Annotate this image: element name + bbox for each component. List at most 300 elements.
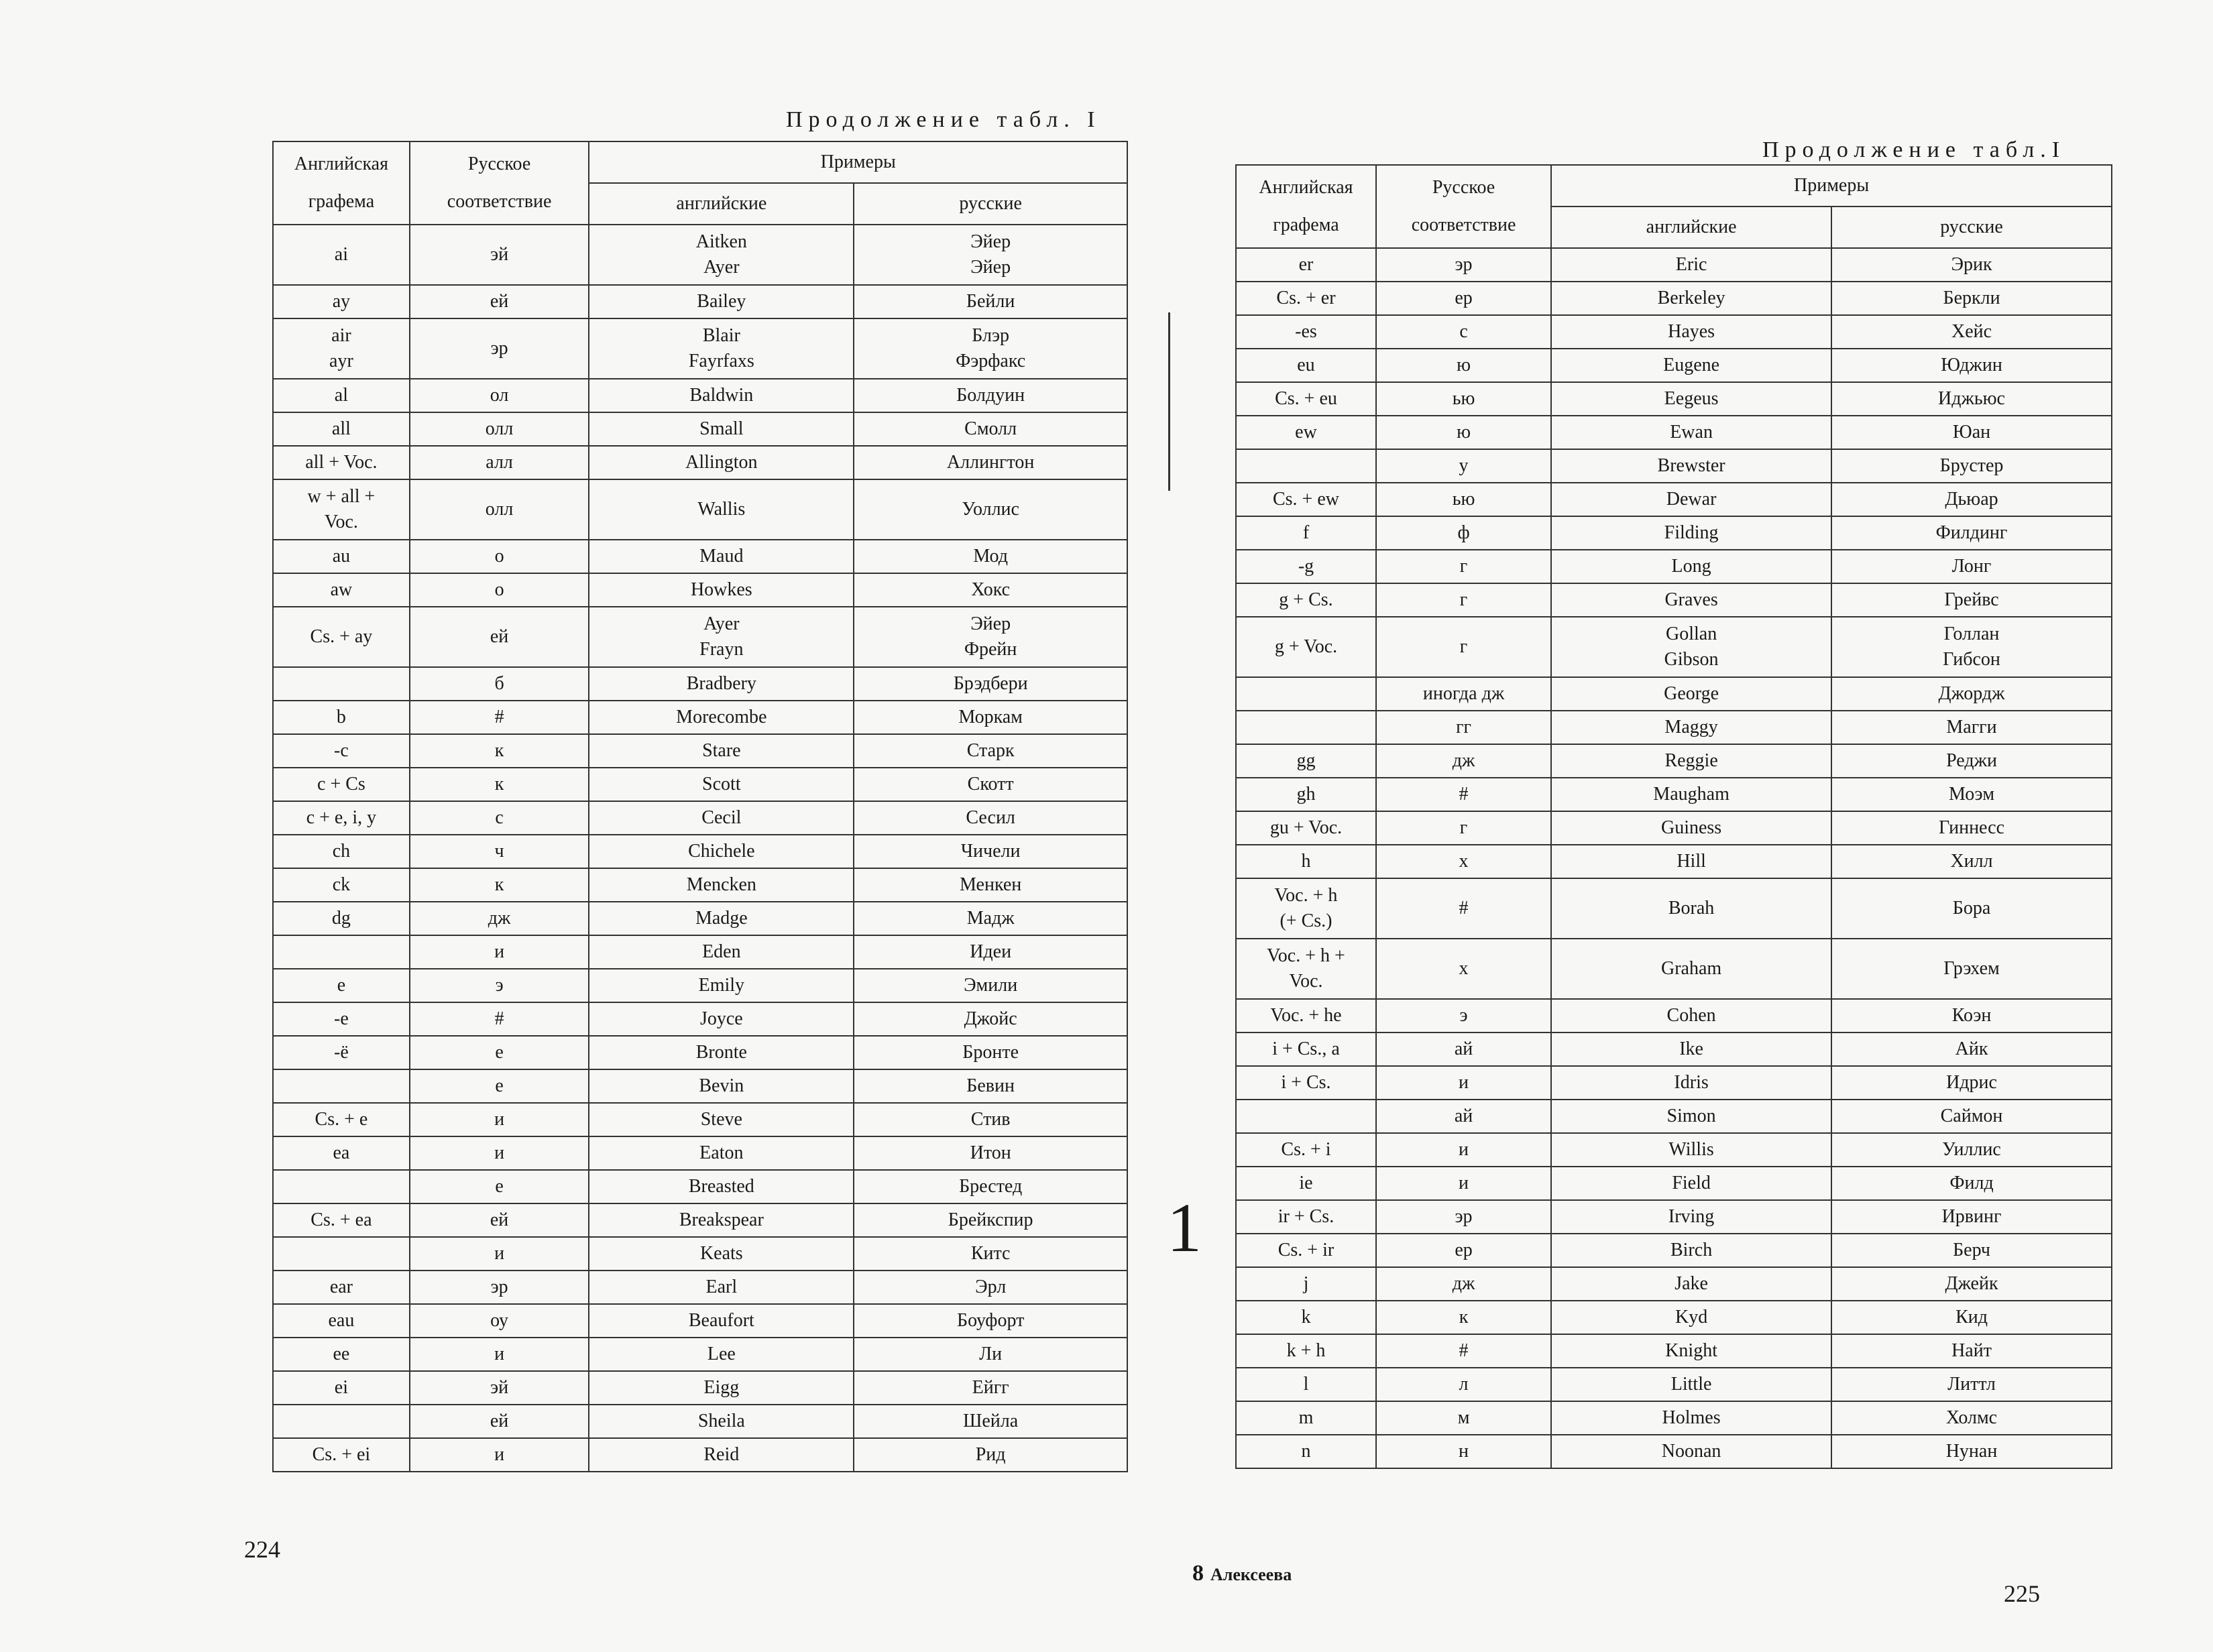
english-example-cell: Kyd [1551, 1301, 1831, 1334]
english-example-cell: Guiness [1551, 811, 1831, 845]
grapheme-cell: air ayr [273, 318, 410, 379]
russian-cell: ью [1376, 483, 1551, 516]
grapheme-cell: au [273, 540, 410, 573]
grapheme-cell: e [273, 969, 410, 1002]
russian-cell: ч [410, 835, 589, 868]
continuation-title: Продолжение табл.I [1762, 137, 2066, 162]
russian-example-cell: Ейгг [854, 1371, 1127, 1405]
russian-example-cell: Литтл [1831, 1368, 2112, 1401]
grapheme-cell: ck [273, 868, 410, 902]
english-example-cell: Noonan [1551, 1435, 1831, 1468]
russian-example-cell: Реджи [1831, 744, 2112, 778]
russian-example-cell: Найт [1831, 1334, 2112, 1368]
grapheme-cell [273, 935, 410, 969]
russian-example-cell: Сесил [854, 801, 1127, 835]
russian-cell: олл [410, 479, 589, 540]
grapheme-cell: g + Cs. [1236, 583, 1376, 617]
grapheme-cell: k [1236, 1301, 1376, 1334]
grapheme-cell: i + Cs., a [1236, 1032, 1376, 1066]
russian-cell: ей [410, 607, 589, 667]
english-example-cell: Brewster [1551, 449, 1831, 483]
russian-cell: эр [1376, 248, 1551, 282]
header-russian-examples: русские [1831, 206, 2112, 248]
russian-example-cell: Скотт [854, 768, 1127, 801]
russian-example-cell: Аллингтон [854, 446, 1127, 479]
grapheme-cell: l [1236, 1368, 1376, 1401]
russian-example-cell: Старк [854, 734, 1127, 768]
grapheme-cell: ear [273, 1271, 410, 1304]
russian-cell: л [1376, 1368, 1551, 1401]
russian-cell: ай [1376, 1100, 1551, 1133]
english-example-cell: Keats [589, 1237, 854, 1271]
russian-example-cell: Юджин [1831, 349, 2112, 382]
table-row [1236, 1200, 2112, 1234]
grapheme-cell: ch [273, 835, 410, 868]
russian-example-cell: Менкен [854, 868, 1127, 902]
table-row [1236, 483, 2112, 516]
grapheme-cell: ei [273, 1371, 410, 1405]
header-russian: Русское соответствие [410, 141, 589, 225]
russian-example-cell: Уоллис [854, 479, 1127, 540]
table-row [1236, 617, 2112, 677]
russian-cell: г [1376, 550, 1551, 583]
right-page [1140, 0, 2213, 1652]
table-row [1236, 811, 2112, 845]
english-example-cell: Stare [589, 734, 854, 768]
grapheme-cell: eu [1236, 349, 1376, 382]
russian-example-cell: Чичели [854, 835, 1127, 868]
table-row [1236, 349, 2112, 382]
russian-cell: и [410, 1103, 589, 1136]
russian-example-cell: Мод [854, 540, 1127, 573]
table-row [273, 768, 1127, 801]
russian-cell: о [410, 573, 589, 607]
english-example-cell: Eugene [1551, 349, 1831, 382]
russian-cell: е [410, 1036, 589, 1069]
english-example-cell: Little [1551, 1368, 1831, 1401]
russian-cell: алл [410, 446, 589, 479]
english-example-cell: Simon [1551, 1100, 1831, 1133]
grapheme-cell: er [1236, 248, 1376, 282]
english-example-cell: Eric [1551, 248, 1831, 282]
russian-example-cell: Бевин [854, 1069, 1127, 1103]
russian-example-cell: Брестед [854, 1170, 1127, 1203]
grapheme-cell: gg [1236, 744, 1376, 778]
russian-example-cell: Брэдбери [854, 667, 1127, 701]
grapheme-cell [273, 1405, 410, 1438]
russian-example-cell: Лонг [1831, 550, 2112, 583]
table-row [1236, 1334, 2112, 1368]
table-row [1236, 1401, 2112, 1435]
russian-cell: эр [410, 318, 589, 379]
table-row [273, 1405, 1127, 1438]
table-row [273, 1136, 1127, 1170]
russian-cell: ф [1376, 516, 1551, 550]
table-row [1236, 878, 2112, 939]
russian-cell: к [410, 734, 589, 768]
russian-cell: с [410, 801, 589, 835]
russian-cell: э [410, 969, 589, 1002]
header-grapheme: Английская графема [1236, 165, 1376, 248]
russian-example-cell: Итон [854, 1136, 1127, 1170]
table-row [273, 479, 1127, 540]
english-example-cell: Idris [1551, 1066, 1831, 1100]
russian-example-cell: Джойс [854, 1002, 1127, 1036]
table-row [1236, 1435, 2112, 1468]
table-row [1236, 744, 2112, 778]
russian-cell: ер [1376, 1234, 1551, 1267]
table-row [1236, 1301, 2112, 1334]
grapheme-cell: ea [273, 1136, 410, 1170]
russian-cell: е [410, 1069, 589, 1103]
english-example-cell: Morecombe [589, 701, 854, 734]
english-example-cell: Dewar [1551, 483, 1831, 516]
russian-example-cell: Эйер Эйер [854, 225, 1127, 285]
english-example-cell: Chichele [589, 835, 854, 868]
table-row [1236, 315, 2112, 349]
table-row [273, 1069, 1127, 1103]
russian-cell: н [1376, 1435, 1551, 1468]
russian-cell: эр [410, 1271, 589, 1304]
grapheme-table-left [272, 141, 1128, 1472]
english-example-cell: Aitken Ayer [589, 225, 854, 285]
table-row [1236, 382, 2112, 416]
russian-cell: дж [410, 902, 589, 935]
english-example-cell: Breakspear [589, 1203, 854, 1237]
russian-cell: е [410, 1170, 589, 1203]
russian-cell: б [410, 667, 589, 701]
russian-cell: и [410, 1338, 589, 1371]
russian-cell: и [410, 935, 589, 969]
russian-example-cell: Рид [854, 1438, 1127, 1472]
english-example-cell: Howkes [589, 573, 854, 607]
table-row [1236, 282, 2112, 315]
russian-cell: # [410, 701, 589, 734]
table-row [1236, 1100, 2112, 1133]
english-example-cell: Emily [589, 969, 854, 1002]
russian-cell: ей [410, 1405, 589, 1438]
russian-example-cell: Филдинг [1831, 516, 2112, 550]
russian-cell: у [1376, 449, 1551, 483]
russian-example-cell: Голлан Гибсон [1831, 617, 2112, 677]
grapheme-cell [273, 1069, 410, 1103]
russian-cell: и [1376, 1133, 1551, 1167]
russian-cell: ью [1376, 382, 1551, 416]
table-row [273, 701, 1127, 734]
table-row [273, 1036, 1127, 1069]
russian-example-cell: Боуфорт [854, 1304, 1127, 1338]
grapheme-cell: j [1236, 1267, 1376, 1301]
russian-example-cell: Берч [1831, 1234, 2112, 1267]
russian-example-cell: Беркли [1831, 282, 2112, 315]
grapheme-cell: m [1236, 1401, 1376, 1435]
russian-example-cell: Хокс [854, 573, 1127, 607]
english-example-cell: Ayer Frayn [589, 607, 854, 667]
russian-cell: # [1376, 778, 1551, 811]
table-row [273, 667, 1127, 701]
table-row [273, 607, 1127, 667]
table-row [273, 801, 1127, 835]
russian-example-cell: Болдуин [854, 379, 1127, 412]
table-row [1236, 1167, 2112, 1200]
grapheme-cell: -e [273, 1002, 410, 1036]
table-row [1236, 939, 2112, 999]
russian-cell: ол [410, 379, 589, 412]
russian-example-cell: Бронте [854, 1036, 1127, 1069]
english-example-cell: Irving [1551, 1200, 1831, 1234]
russian-example-cell: Ирвинг [1831, 1200, 2112, 1234]
table-row [273, 734, 1127, 768]
russian-example-cell: Стив [854, 1103, 1127, 1136]
grapheme-table-right [1235, 164, 2112, 1469]
table-row [1236, 999, 2112, 1032]
grapheme-cell [1236, 711, 1376, 744]
english-example-cell: Allington [589, 446, 854, 479]
russian-example-cell: Брустер [1831, 449, 2112, 483]
grapheme-cell: w + all + Voc. [273, 479, 410, 540]
grapheme-cell: all + Voc. [273, 446, 410, 479]
english-example-cell: Joyce [589, 1002, 854, 1036]
english-example-cell: Gollan Gibson [1551, 617, 1831, 677]
russian-cell: и [1376, 1066, 1551, 1100]
grapheme-cell: aw [273, 573, 410, 607]
russian-example-cell: Смолл [854, 412, 1127, 446]
grapheme-cell: c + Cs [273, 768, 410, 801]
grapheme-cell [1236, 677, 1376, 711]
table-row [273, 573, 1127, 607]
russian-cell: # [1376, 1334, 1551, 1368]
table-row [1236, 778, 2112, 811]
english-example-cell: Steve [589, 1103, 854, 1136]
russian-cell: ю [1376, 416, 1551, 449]
table-row [273, 1304, 1127, 1338]
english-example-cell: Bailey [589, 285, 854, 318]
russian-example-cell: Идрис [1831, 1066, 2112, 1100]
table-row [273, 412, 1127, 446]
russian-example-cell: Грейвс [1831, 583, 2112, 617]
english-example-cell: Earl [589, 1271, 854, 1304]
grapheme-cell: ir + Cs. [1236, 1200, 1376, 1234]
english-example-cell: Sheila [589, 1405, 854, 1438]
russian-example-cell: Шейла [854, 1405, 1127, 1438]
russian-cell: гг [1376, 711, 1551, 744]
english-example-cell: Borah [1551, 878, 1831, 939]
english-example-cell: Blair Fayrfaxs [589, 318, 854, 379]
english-example-cell: Birch [1551, 1234, 1831, 1267]
grapheme-cell: Cs. + eu [1236, 382, 1376, 416]
russian-cell: ей [410, 1203, 589, 1237]
grapheme-cell: ai [273, 225, 410, 285]
grapheme-cell [1236, 449, 1376, 483]
table-row [273, 446, 1127, 479]
english-example-cell: Reggie [1551, 744, 1831, 778]
english-example-cell: Cohen [1551, 999, 1831, 1032]
english-example-cell: Breasted [589, 1170, 854, 1203]
grapheme-cell: Cs. + ea [273, 1203, 410, 1237]
grapheme-cell: ay [273, 285, 410, 318]
grapheme-cell: ie [1236, 1167, 1376, 1200]
russian-example-cell: Ли [854, 1338, 1127, 1371]
english-example-cell: Reid [589, 1438, 854, 1472]
russian-example-cell: Гиннесс [1831, 811, 2112, 845]
table-row [1236, 1133, 2112, 1167]
russian-cell: г [1376, 811, 1551, 845]
english-example-cell: Eegeus [1551, 382, 1831, 416]
grapheme-cell: i + Cs. [1236, 1066, 1376, 1100]
grapheme-cell: dg [273, 902, 410, 935]
russian-cell: к [410, 868, 589, 902]
russian-example-cell: Эйер Фрейн [854, 607, 1127, 667]
russian-example-cell: Магги [1831, 711, 2112, 744]
header-english: английские [1551, 206, 1831, 248]
russian-example-cell: Китс [854, 1237, 1127, 1271]
russian-example-cell: Мадж [854, 902, 1127, 935]
table-row [1236, 1234, 2112, 1267]
table-row [273, 225, 1127, 285]
russian-cell: ер [1376, 282, 1551, 315]
table-row [273, 1237, 1127, 1271]
english-example-cell: Beaufort [589, 1304, 854, 1338]
russian-example-cell: Эмили [854, 969, 1127, 1002]
header-examples: Примеры [1551, 165, 2112, 206]
russian-cell: х [1376, 845, 1551, 878]
english-example-cell: Bradbery [589, 667, 854, 701]
russian-cell: х [1376, 939, 1551, 999]
continuation-title: Продолжение табл. I [786, 107, 1101, 132]
table-row [273, 1338, 1127, 1371]
table-row [273, 1203, 1127, 1237]
russian-example-cell: Блэр Фэрфакс [854, 318, 1127, 379]
russian-cell: эр [1376, 1200, 1551, 1234]
english-example-cell: George [1551, 677, 1831, 711]
grapheme-cell: gu + Voc. [1236, 811, 1376, 845]
table-row [273, 1371, 1127, 1405]
russian-cell: м [1376, 1401, 1551, 1435]
table-row [273, 902, 1127, 935]
russian-cell: э [1376, 999, 1551, 1032]
russian-example-cell: Эрл [854, 1271, 1127, 1304]
russian-example-cell: Уиллис [1831, 1133, 2112, 1167]
header-grapheme: Английская графема [273, 141, 410, 225]
grapheme-cell [273, 1170, 410, 1203]
russian-cell: к [410, 768, 589, 801]
english-example-cell: Madge [589, 902, 854, 935]
russian-cell: эй [410, 1371, 589, 1405]
grapheme-cell: h [1236, 845, 1376, 878]
russian-example-cell: Иджьюс [1831, 382, 2112, 416]
table-row [273, 1271, 1127, 1304]
english-example-cell: Hayes [1551, 315, 1831, 349]
grapheme-cell: al [273, 379, 410, 412]
english-example-cell: Field [1551, 1167, 1831, 1200]
russian-cell: г [1376, 617, 1551, 677]
table-row [1236, 845, 2112, 878]
russian-example-cell: Юан [1831, 416, 2112, 449]
russian-example-cell: Нунан [1831, 1435, 2112, 1468]
table-row [1236, 248, 2112, 282]
russian-example-cell: Саймон [1831, 1100, 2112, 1133]
russian-cell: # [410, 1002, 589, 1036]
table-row [1236, 516, 2112, 550]
russian-cell: # [1376, 878, 1551, 939]
grapheme-cell: Voc. + h (+ Cs.) [1236, 878, 1376, 939]
table-row [1236, 583, 2112, 617]
table-row [1236, 1267, 2112, 1301]
russian-cell: о [410, 540, 589, 573]
grapheme-cell: ee [273, 1338, 410, 1371]
russian-example-cell: Моэм [1831, 778, 2112, 811]
russian-example-cell: Холмс [1831, 1401, 2112, 1435]
russian-example-cell: Джейк [1831, 1267, 2112, 1301]
english-example-cell: Ewan [1551, 416, 1831, 449]
grapheme-cell: -g [1236, 550, 1376, 583]
english-example-cell: Eden [589, 935, 854, 969]
table-row [1236, 550, 2112, 583]
russian-cell: ай [1376, 1032, 1551, 1066]
page-number-left: 224 [244, 1536, 280, 1563]
page-number-right: 225 [2004, 1580, 2040, 1607]
russian-example-cell: Джордж [1831, 677, 2112, 711]
english-example-cell: Ike [1551, 1032, 1831, 1066]
grapheme-cell: eau [273, 1304, 410, 1338]
grapheme-cell: Cs. + ay [273, 607, 410, 667]
table-row [273, 379, 1127, 412]
table-row [1236, 1032, 2112, 1066]
russian-cell: дж [1376, 1267, 1551, 1301]
english-example-cell: Baldwin [589, 379, 854, 412]
grapheme-cell: -es [1236, 315, 1376, 349]
english-example-cell: Maggy [1551, 711, 1831, 744]
english-example-cell: Hill [1551, 845, 1831, 878]
grapheme-cell: Voc. + h + Voc. [1236, 939, 1376, 999]
english-example-cell: Filding [1551, 516, 1831, 550]
english-example-cell: Scott [589, 768, 854, 801]
grapheme-cell: c + e, i, y [273, 801, 410, 835]
russian-example-cell: Грэхем [1831, 939, 2112, 999]
english-example-cell: Maugham [1551, 778, 1831, 811]
russian-cell: олл [410, 412, 589, 446]
table-row [1236, 449, 2112, 483]
english-example-cell: Bronte [589, 1036, 854, 1069]
header-english: английские [589, 183, 854, 225]
russian-example-cell: Филд [1831, 1167, 2112, 1200]
russian-example-cell: Дьюар [1831, 483, 2112, 516]
table-row [273, 1170, 1127, 1203]
table-row [273, 1002, 1127, 1036]
large-numeral: 1 [1167, 1189, 1202, 1266]
russian-example-cell: Бора [1831, 878, 2112, 939]
russian-example-cell: Кид [1831, 1301, 2112, 1334]
russian-example-cell: Бейли [854, 285, 1127, 318]
english-example-cell: Jake [1551, 1267, 1831, 1301]
table-row [1236, 1368, 2112, 1401]
grapheme-cell [1236, 1100, 1376, 1133]
russian-cell: иногда дж [1376, 677, 1551, 711]
table-row [1236, 1066, 2112, 1100]
russian-cell: ей [410, 285, 589, 318]
english-example-cell: Graves [1551, 583, 1831, 617]
russian-cell: с [1376, 315, 1551, 349]
grapheme-cell: Cs. + ir [1236, 1234, 1376, 1267]
grapheme-cell: Cs. + i [1236, 1133, 1376, 1167]
signature-name: Алексеева [1210, 1565, 1292, 1584]
english-example-cell: Long [1551, 550, 1831, 583]
russian-example-cell: Хейс [1831, 315, 2112, 349]
grapheme-cell: g + Voc. [1236, 617, 1376, 677]
grapheme-cell: Cs. + e [273, 1103, 410, 1136]
table-row [273, 868, 1127, 902]
grapheme-cell: -ё [273, 1036, 410, 1069]
